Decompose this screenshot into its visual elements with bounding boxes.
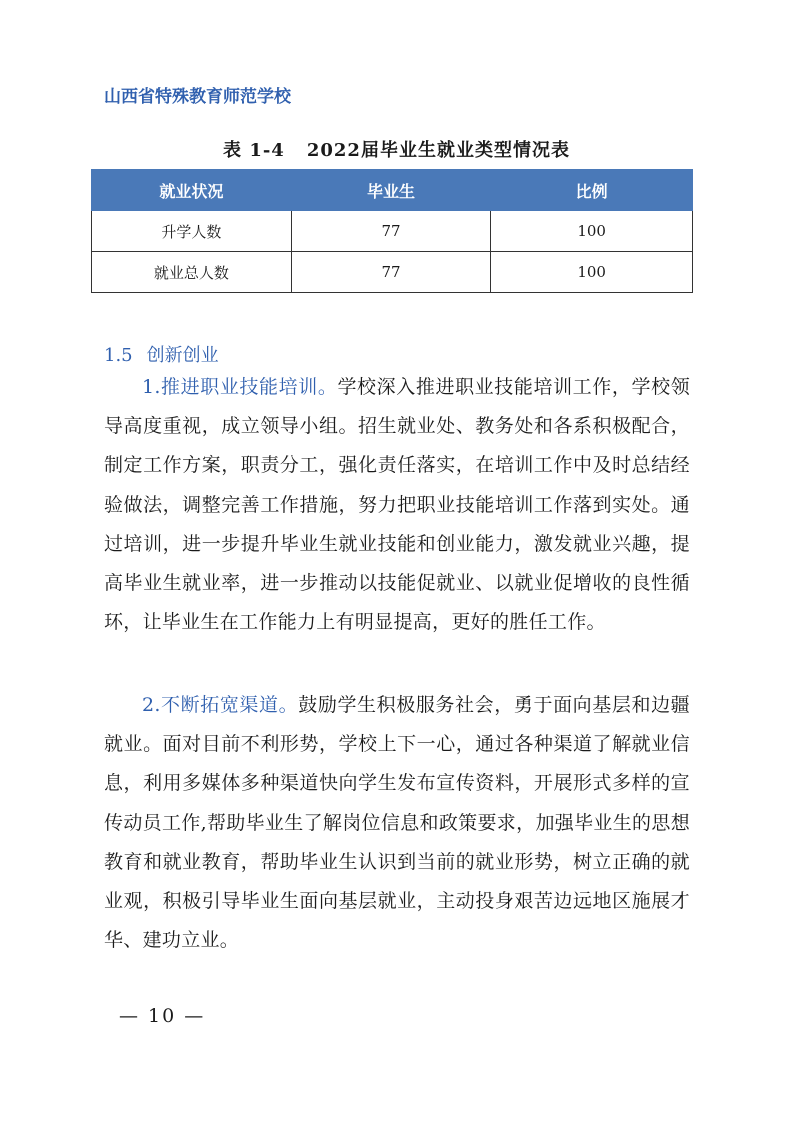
table-caption	[0, 136, 793, 162]
column-header-status: 就业状况	[92, 170, 292, 211]
table-cell-graduates: 77	[291, 252, 491, 293]
table-row	[92, 211, 693, 252]
table-header-row	[92, 170, 693, 211]
table-row	[92, 252, 693, 293]
table-caption-text: 2022届毕业生就业类型情况表	[306, 140, 570, 161]
table-caption-number: 表 1-4	[223, 140, 285, 161]
table-cell-status: 就业总人数	[92, 252, 292, 293]
paragraph-lead: 1.推进职业技能培训。	[142, 376, 338, 398]
paragraph-body: 鼓励学生积极服务社会，勇于面向基层和边疆就业。面对目前不利形势，学校上下一心，通过各种渠道了解就业信息，利用多媒体多种渠道快向学生发布宣传资料，开展形式多样的宣传动员工作,帮助毕业生了解岗位信息和政策要求，加强毕业生的思想教育和就业教育，帮助毕业生认识到当前的就业形势，树立正确的就业观，积极引导毕业生面向基层就业，主动投身艰苦边远地区施展才华、建功立业。	[104, 694, 690, 952]
paragraph-expand-channels	[104, 686, 690, 960]
paragraph-skills-training	[104, 368, 690, 642]
school-name-header: 山西省特殊教育师范学校	[104, 87, 291, 107]
section-heading	[104, 341, 219, 367]
employment-type-table	[91, 169, 693, 293]
table-cell-graduates: 77	[291, 211, 491, 252]
table-cell-ratio: 100	[491, 211, 693, 252]
column-header-ratio: 比例	[491, 170, 693, 211]
column-header-graduates: 毕业生	[291, 170, 491, 211]
page-number: — 10 —	[119, 1005, 206, 1027]
paragraph-body: 学校深入推进职业技能培训工作，学校领导高度重视，成立领导小组。招生就业处、教务处和各系积极配合，制定工作方案，职责分工，强化责任落实，在培训工作中及时总结经验做法，调整完善工作措施，努力把职业技能培训工作落到实处。通过培训，进一步提升毕业生就业技能和创业能力，激发就业兴趣，提高毕业生就业率，进一步推动以技能促就业、以就业促增收的良性循环，让毕业生在工作能力上有明显提高，更好的胜任工作。	[104, 376, 690, 634]
section-title: 创新创业	[146, 345, 219, 366]
table-cell-ratio: 100	[491, 252, 693, 293]
section-number: 1.5	[104, 345, 133, 366]
table-cell-status: 升学人数	[92, 211, 292, 252]
paragraph-lead: 2.不断拓宽渠道。	[142, 694, 299, 716]
